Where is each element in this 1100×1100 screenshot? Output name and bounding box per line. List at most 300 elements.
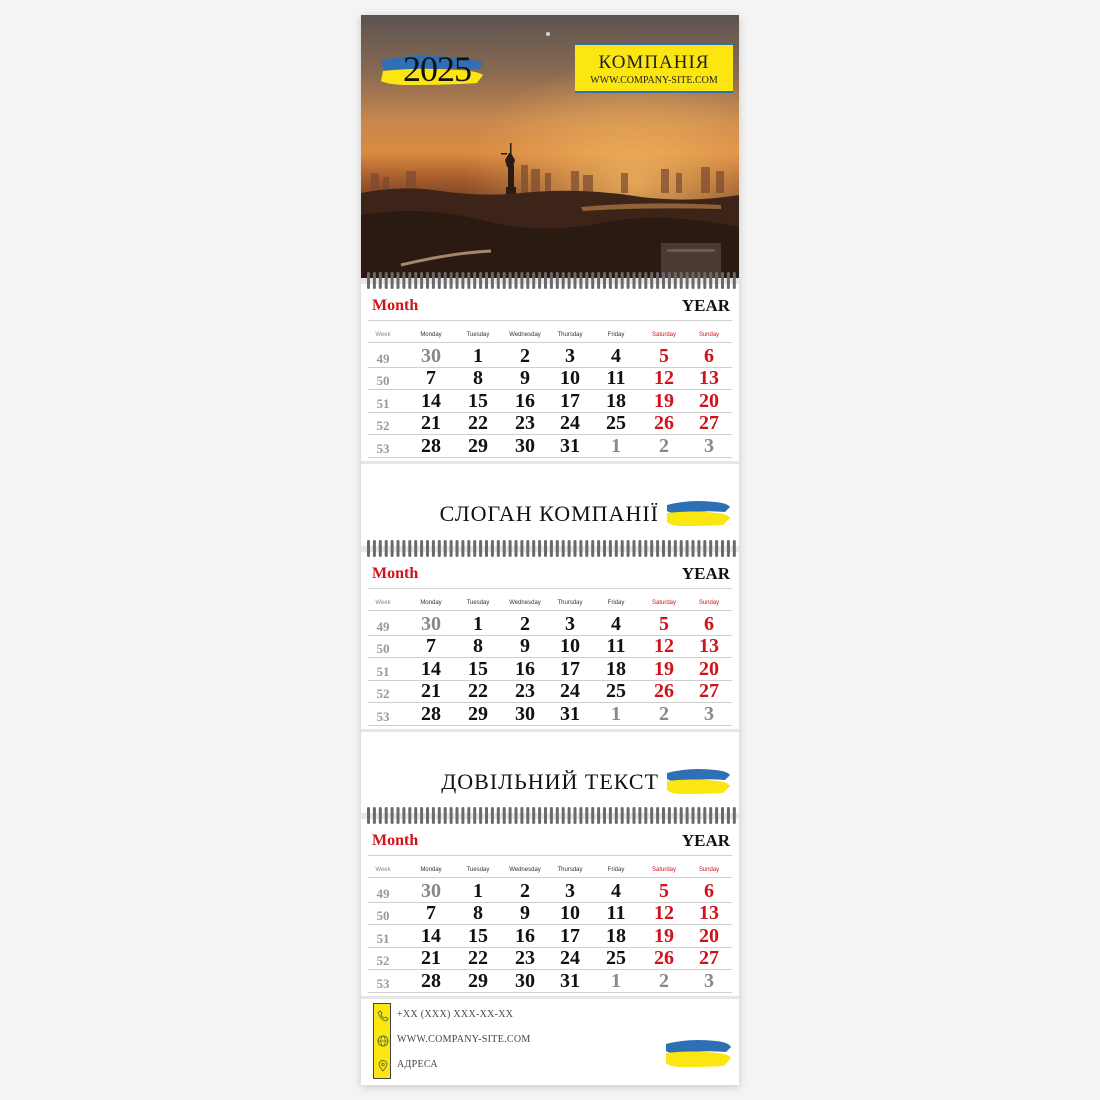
- spiral-coil: [650, 807, 653, 824]
- day-cell: 23: [515, 412, 535, 435]
- day-cell: 19: [654, 924, 674, 947]
- wall-calendar: [361, 15, 739, 1085]
- spiral-coil: [715, 540, 718, 557]
- panel-divider: [361, 461, 739, 464]
- spiral-coil: [408, 807, 411, 824]
- spiral-coil: [426, 807, 429, 824]
- day-cell: 1: [611, 969, 621, 992]
- panel-divider: [361, 729, 739, 732]
- header-rule: [368, 588, 732, 589]
- spiral-coil: [544, 272, 547, 289]
- day-cell: 31: [560, 969, 580, 992]
- day-cell: 20: [699, 924, 719, 947]
- spiral-coil: [379, 540, 382, 557]
- day-cell: 5: [659, 880, 669, 902]
- day-cell: 4: [611, 880, 621, 902]
- spiral-coil: [674, 272, 677, 289]
- weekday-header: Week: [375, 600, 391, 606]
- spiral-coil: [414, 540, 417, 557]
- spiral-coil: [526, 540, 529, 557]
- location-icon: [377, 1060, 389, 1072]
- day-cell: 22: [468, 412, 488, 435]
- day-cell: 16: [515, 389, 535, 412]
- spiral-coil: [709, 540, 712, 557]
- day-cell: 18: [606, 657, 626, 680]
- spiral-coil: [568, 807, 571, 824]
- spiral-coil: [367, 272, 370, 289]
- spiral-coil: [638, 272, 641, 289]
- month-label: Month: [372, 297, 419, 314]
- spiral-coil: [638, 540, 641, 557]
- spiral-coil: [556, 807, 559, 824]
- globe-icon: [377, 1035, 389, 1047]
- day-cell: 5: [659, 613, 669, 635]
- spiral-coil: [479, 540, 482, 557]
- weekday-header: Friday: [607, 600, 625, 606]
- row-divider: [368, 877, 732, 878]
- week-number: 52: [376, 953, 390, 969]
- spiral-binding-3: [361, 806, 739, 826]
- weekday-header: Friday: [607, 332, 625, 338]
- month-panel-1: [361, 291, 739, 461]
- day-cell: 22: [468, 947, 488, 970]
- day-cell: 3: [565, 345, 575, 367]
- day-cell: 21: [421, 947, 441, 970]
- spiral-coil: [703, 807, 706, 824]
- spiral-coil: [686, 272, 689, 289]
- day-cell: 7: [426, 902, 436, 925]
- day-cell: 26: [654, 412, 674, 435]
- day-cell: 16: [515, 657, 535, 680]
- day-cell: 6: [704, 345, 714, 367]
- day-cell: 2: [659, 969, 669, 992]
- spiral-coil: [727, 272, 730, 289]
- week-number: 50: [376, 641, 390, 657]
- spiral-coil: [532, 807, 535, 824]
- day-cell: 12: [654, 902, 674, 925]
- year-label: YEAR: [681, 296, 730, 315]
- day-cell: 9: [520, 902, 530, 925]
- week-number: 49: [376, 351, 390, 366]
- spiral-coil: [692, 272, 695, 289]
- spiral-coil: [515, 807, 518, 824]
- spiral-coil: [491, 807, 494, 824]
- spiral-coil: [402, 272, 405, 289]
- spiral-coil: [397, 807, 400, 824]
- spiral-coil: [503, 540, 506, 557]
- day-cell: 15: [468, 389, 488, 412]
- spiral-coil: [550, 807, 553, 824]
- hang-hole: [545, 31, 551, 37]
- spiral-coil: [709, 272, 712, 289]
- spiral-coil: [526, 807, 529, 824]
- spiral-coil: [568, 272, 571, 289]
- day-cell: 7: [426, 367, 436, 390]
- spiral-coil: [497, 807, 500, 824]
- spiral-coil: [697, 272, 700, 289]
- spiral-coil: [556, 540, 559, 557]
- spiral-coil: [633, 807, 636, 824]
- day-cell: 19: [654, 657, 674, 680]
- year-label: YEAR: [681, 831, 730, 850]
- week-number: 50: [376, 908, 390, 924]
- spiral-coil: [627, 272, 630, 289]
- spiral-coil: [509, 540, 512, 557]
- day-cell: 25: [606, 680, 626, 703]
- spiral-coil: [627, 540, 630, 557]
- week-number: 51: [376, 930, 390, 946]
- year-label: YEAR: [681, 564, 730, 583]
- spiral-coil: [479, 807, 482, 824]
- day-cell: 11: [606, 367, 626, 390]
- spiral-coil: [367, 807, 370, 824]
- year-heading: 2025: [403, 49, 471, 89]
- spiral-coil: [456, 272, 459, 289]
- spiral-coil: [497, 540, 500, 557]
- spiral-coil: [391, 272, 394, 289]
- day-cell: 27: [699, 680, 719, 703]
- day-cell: 3: [704, 702, 714, 725]
- spiral-coil: [491, 272, 494, 289]
- spiral-coil: [585, 807, 588, 824]
- custom-text: ДОВІЛЬНИЙ ТЕКСТ: [441, 769, 659, 794]
- spiral-coil: [461, 272, 464, 289]
- spiral-coil: [633, 540, 636, 557]
- spiral-coil: [644, 807, 647, 824]
- spiral-coil: [556, 272, 559, 289]
- day-cell: 24: [560, 947, 580, 970]
- spiral-coil: [680, 272, 683, 289]
- spiral-coil: [703, 272, 706, 289]
- spiral-coil: [591, 807, 594, 824]
- day-cell: 2: [520, 880, 530, 902]
- spiral-coil: [544, 807, 547, 824]
- spiral-coil: [721, 272, 724, 289]
- day-cell: 1: [473, 345, 483, 367]
- weekday-header: Sunday: [698, 332, 720, 338]
- spiral-coil: [432, 807, 435, 824]
- weekday-header: Tuesday: [466, 867, 490, 873]
- spiral-coil: [420, 807, 423, 824]
- day-cell: 1: [473, 880, 483, 902]
- spiral-coil: [709, 807, 712, 824]
- day-cell: 31: [560, 434, 580, 457]
- spiral-coil: [402, 540, 405, 557]
- row-divider: [368, 342, 732, 343]
- spiral-coil: [615, 540, 618, 557]
- day-cell: 30: [421, 880, 441, 902]
- month-panel-2: [361, 559, 739, 729]
- spiral-coil: [621, 272, 624, 289]
- spiral-coil: [692, 540, 695, 557]
- day-cell: 10: [560, 635, 580, 658]
- spiral-coil: [591, 540, 594, 557]
- week-number: 53: [376, 975, 390, 991]
- day-cell: 17: [560, 389, 580, 412]
- day-cell: 8: [473, 635, 483, 658]
- day-cell: 2: [659, 702, 669, 725]
- spiral-coil: [550, 540, 553, 557]
- week-number: 53: [376, 440, 390, 456]
- day-cell: 6: [704, 613, 714, 635]
- spiral-coil: [574, 540, 577, 557]
- phone-icon: [377, 1010, 389, 1022]
- spiral-coil: [473, 807, 476, 824]
- day-cell: 17: [560, 924, 580, 947]
- contact-site: WWW.COMPANY-SITE.COM: [397, 1034, 531, 1045]
- day-cell: 23: [515, 680, 535, 703]
- spiral-coil: [585, 272, 588, 289]
- day-cell: 18: [606, 389, 626, 412]
- day-cell: 3: [565, 880, 575, 902]
- weekday-header: Tuesday: [466, 332, 490, 338]
- spiral-coil: [662, 272, 665, 289]
- spiral-coil: [414, 272, 417, 289]
- spiral-coil: [467, 540, 470, 557]
- spiral-coil: [450, 272, 453, 289]
- day-cell: 25: [606, 947, 626, 970]
- panel-divider: [361, 996, 739, 999]
- spiral-coil: [579, 807, 582, 824]
- spiral-coil: [397, 540, 400, 557]
- spiral-coil: [402, 807, 405, 824]
- day-cell: 3: [704, 969, 714, 992]
- spiral-binding-1: [361, 271, 739, 291]
- day-cell: 28: [421, 702, 441, 725]
- spiral-coil: [373, 272, 376, 289]
- day-cell: 14: [421, 924, 441, 947]
- spiral-coil: [597, 807, 600, 824]
- month-panel-3: [361, 826, 739, 998]
- spiral-coil: [668, 540, 671, 557]
- spiral-coil: [686, 807, 689, 824]
- spiral-coil: [444, 272, 447, 289]
- day-cell: 2: [520, 345, 530, 367]
- spiral-coil: [562, 807, 565, 824]
- spiral-coil: [680, 540, 683, 557]
- day-cell: 29: [468, 434, 488, 457]
- ukraine-flag-brush-icon: [664, 1038, 732, 1068]
- spiral-coil: [544, 540, 547, 557]
- spiral-coil: [609, 807, 612, 824]
- spiral-coil: [515, 540, 518, 557]
- spiral-coil: [379, 807, 382, 824]
- weekday-header: Thursday: [557, 867, 583, 873]
- spiral-coil: [515, 272, 518, 289]
- day-cell: 10: [560, 367, 580, 390]
- spiral-coil: [674, 807, 677, 824]
- day-cell: 23: [515, 947, 535, 970]
- header-rule: [368, 855, 732, 856]
- spiral-coil: [491, 540, 494, 557]
- day-cell: 28: [421, 969, 441, 992]
- spiral-coil: [526, 272, 529, 289]
- day-cell: 21: [421, 412, 441, 435]
- weekday-header: Tuesday: [466, 600, 490, 606]
- day-cell: 21: [421, 680, 441, 703]
- day-cell: 12: [654, 635, 674, 658]
- company-logo-box: [575, 43, 733, 93]
- ukraine-flag-brush-icon: [665, 767, 731, 795]
- month-label: Month: [372, 832, 419, 849]
- spiral-coil: [479, 272, 482, 289]
- spiral-coil: [674, 540, 677, 557]
- week-number: 51: [376, 663, 390, 679]
- day-cell: 30: [421, 345, 441, 367]
- day-cell: 29: [468, 969, 488, 992]
- spiral-coil: [520, 807, 523, 824]
- spiral-coil: [509, 807, 512, 824]
- spiral-coil: [697, 540, 700, 557]
- spiral-coil: [385, 807, 388, 824]
- spiral-coil: [621, 540, 624, 557]
- spiral-coil: [686, 540, 689, 557]
- contact-icon-bar: [373, 1003, 391, 1079]
- spiral-coil: [367, 540, 370, 557]
- day-cell: 3: [704, 434, 714, 457]
- spiral-coil: [450, 540, 453, 557]
- spiral-coil: [603, 540, 606, 557]
- day-cell: 20: [699, 389, 719, 412]
- spiral-coil: [456, 807, 459, 824]
- spiral-coil: [438, 272, 441, 289]
- spiral-coil: [656, 807, 659, 824]
- row-divider: [368, 457, 732, 458]
- spiral-coil: [668, 272, 671, 289]
- day-cell: 1: [611, 702, 621, 725]
- spiral-coil: [597, 540, 600, 557]
- spiral-coil: [662, 540, 665, 557]
- spiral-coil: [579, 540, 582, 557]
- spiral-coil: [385, 540, 388, 557]
- weekday-header: Monday: [420, 332, 442, 338]
- day-cell: 25: [606, 412, 626, 435]
- day-cell: 13: [699, 635, 719, 658]
- spiral-coil: [579, 272, 582, 289]
- day-cell: 6: [704, 880, 714, 902]
- day-cell: 16: [515, 924, 535, 947]
- spiral-coil: [432, 540, 435, 557]
- spiral-coil: [391, 540, 394, 557]
- spiral-coil: [397, 272, 400, 289]
- day-cell: 13: [699, 367, 719, 390]
- spiral-coil: [438, 807, 441, 824]
- spiral-coil: [426, 540, 429, 557]
- spiral-coil: [532, 272, 535, 289]
- spiral-coil: [733, 540, 736, 557]
- spiral-coil: [509, 272, 512, 289]
- spiral-coil: [444, 540, 447, 557]
- spiral-coil: [485, 272, 488, 289]
- weekday-header: Thursday: [557, 332, 583, 338]
- day-cell: 17: [560, 657, 580, 680]
- spiral-coil: [467, 807, 470, 824]
- spiral-coil: [650, 272, 653, 289]
- spiral-coil: [603, 272, 606, 289]
- spiral-coil: [585, 540, 588, 557]
- ukraine-flag-brush-icon: [665, 499, 731, 527]
- spiral-coil: [692, 807, 695, 824]
- spiral-coil: [497, 272, 500, 289]
- spiral-coil: [562, 272, 565, 289]
- day-cell: 28: [421, 434, 441, 457]
- spiral-coil: [467, 272, 470, 289]
- day-cell: 4: [611, 345, 621, 367]
- day-cell: 11: [606, 635, 626, 658]
- day-cell: 18: [606, 924, 626, 947]
- spiral-coil: [550, 272, 553, 289]
- day-cell: 29: [468, 702, 488, 725]
- day-cell: 10: [560, 902, 580, 925]
- day-cell: 2: [659, 434, 669, 457]
- contact-phone: +XX (XXX) XXX-XX-XX: [397, 1009, 514, 1020]
- row-divider: [368, 725, 732, 726]
- spiral-coil: [656, 540, 659, 557]
- spiral-coil: [680, 807, 683, 824]
- spiral-coil: [450, 807, 453, 824]
- spiral-coil: [733, 807, 736, 824]
- day-cell: 30: [515, 969, 535, 992]
- spiral-coil: [538, 807, 541, 824]
- spiral-coil: [650, 540, 653, 557]
- day-cell: 15: [468, 657, 488, 680]
- day-cell: 14: [421, 657, 441, 680]
- spiral-coil: [703, 540, 706, 557]
- company-slogan: СЛОГАН КОМПАНІЇ: [439, 501, 659, 526]
- spiral-coil: [461, 540, 464, 557]
- spiral-coil: [633, 272, 636, 289]
- day-cell: 3: [565, 613, 575, 635]
- day-cell: 27: [699, 947, 719, 970]
- spiral-coil: [721, 807, 724, 824]
- spiral-coil: [603, 807, 606, 824]
- spiral-coil: [668, 807, 671, 824]
- spiral-coil: [568, 540, 571, 557]
- spiral-coil: [609, 272, 612, 289]
- spiral-coil: [615, 807, 618, 824]
- day-cell: 2: [520, 613, 530, 635]
- spiral-coil: [473, 540, 476, 557]
- spiral-coil: [727, 807, 730, 824]
- day-cell: 4: [611, 613, 621, 635]
- row-divider: [368, 610, 732, 611]
- spiral-coil: [656, 272, 659, 289]
- weekday-header: Week: [375, 332, 391, 338]
- day-cell: 7: [426, 635, 436, 658]
- spiral-coil: [621, 807, 624, 824]
- day-cell: 24: [560, 412, 580, 435]
- day-cell: 31: [560, 702, 580, 725]
- spiral-coil: [408, 540, 411, 557]
- day-cell: 30: [515, 434, 535, 457]
- month-label: Month: [372, 565, 419, 582]
- day-cell: 19: [654, 389, 674, 412]
- week-number: 50: [376, 373, 390, 389]
- spiral-coil: [562, 540, 565, 557]
- spiral-coil: [615, 272, 618, 289]
- day-cell: 14: [421, 389, 441, 412]
- week-number: 52: [376, 418, 390, 434]
- spiral-coil: [597, 272, 600, 289]
- spiral-coil: [715, 272, 718, 289]
- contact-address: АДРЕСА: [397, 1059, 438, 1070]
- day-cell: 26: [654, 947, 674, 970]
- spiral-coil: [420, 272, 423, 289]
- spiral-coil: [373, 807, 376, 824]
- spiral-coil: [721, 540, 724, 557]
- spiral-coil: [715, 807, 718, 824]
- spiral-coil: [503, 272, 506, 289]
